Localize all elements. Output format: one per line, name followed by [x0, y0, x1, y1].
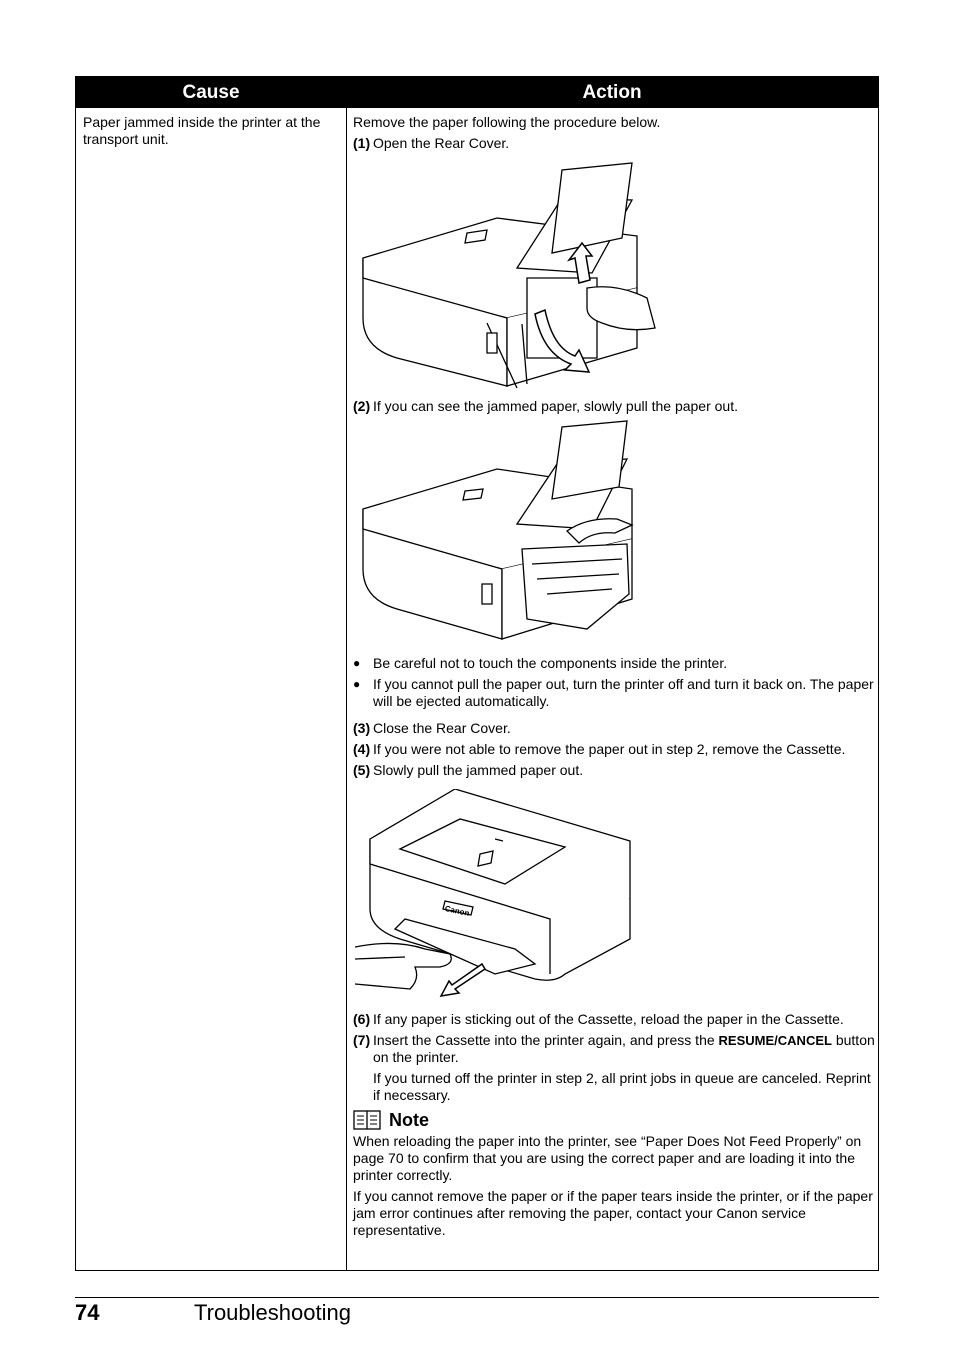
step-number: (1) — [353, 135, 371, 151]
step-2 — [353, 398, 875, 415]
bullet-item — [353, 676, 875, 710]
bullet-text: Be careful not to touch the components inside the printer. — [373, 655, 728, 671]
step-7-extra: If you turned off the printer in step 2, all print jobs in queue are canceled. Reprint if necessary. — [373, 1070, 871, 1103]
canon-logo: Canon — [443, 903, 471, 918]
step-5 — [353, 762, 875, 779]
column-divider — [346, 108, 347, 1270]
step-3 — [353, 720, 875, 737]
step-4 — [353, 741, 875, 758]
step-6 — [353, 1011, 875, 1028]
step-text — [373, 1032, 875, 1066]
note-paragraph-1: When reloading the paper into the printer, see “Paper Does Not Feed Properly” on page 70 to confirm that you are using the correct paper and are loading it into the printer correctly. — [353, 1133, 862, 1183]
step-text: Close the Rear Cover. — [373, 720, 511, 736]
action-cell — [353, 114, 875, 1243]
step-number: (7) — [353, 1032, 371, 1048]
step-number: (3) — [353, 720, 371, 736]
note-book-icon — [353, 1110, 381, 1130]
resume-cancel-keyword: RESUME/CANCEL — [718, 1033, 832, 1048]
step-text: Slowly pull the jammed paper out. — [373, 762, 584, 778]
step-7 — [353, 1032, 875, 1066]
step-number: (5) — [353, 762, 371, 778]
note-header — [353, 1110, 875, 1130]
step-text: If you were not able to remove the paper out in step 2, remove the Cassette. — [373, 741, 846, 757]
step-1 — [353, 135, 875, 152]
open-rear-cover-illustration — [357, 158, 657, 396]
step-number: (2) — [353, 398, 371, 414]
step-7-text-pre: Insert the Cassette into the printer again, and press the — [373, 1032, 715, 1048]
page-number: 74 — [75, 1300, 100, 1325]
step-text: If you can see the jammed paper, slowly pull the paper out. — [373, 398, 738, 414]
action-intro: Remove the paper following the procedure below. — [353, 114, 661, 130]
bullet-item — [353, 655, 875, 672]
step-number: (6) — [353, 1011, 371, 1027]
step-text: If any paper is sticking out of the Cassette, reload the paper in the Cassette. — [373, 1011, 844, 1027]
note-title: Note — [389, 1109, 429, 1130]
cause-text: Paper jammed inside the printer at the transport unit. — [83, 114, 321, 147]
bullet-icon: ● — [353, 656, 361, 670]
step-7-text-post: button on the printer. — [373, 1032, 875, 1065]
note-paragraph-2: If you cannot remove the paper or if the paper tears inside the printer, or if the paper jam error continues after removing the paper, contact your Canon service representative. — [353, 1188, 873, 1238]
header-cause: Cause — [182, 82, 240, 103]
header-action: Action — [582, 82, 642, 103]
footer-section-title: Troubleshooting — [194, 1300, 351, 1325]
table-header — [76, 77, 878, 108]
troubleshooting-table — [75, 76, 879, 1271]
pull-paper-front-illustration — [355, 789, 645, 1003]
pull-paper-rear-illustration — [357, 419, 647, 649]
bullet-icon: ● — [353, 677, 361, 691]
bullet-text: If you cannot pull the paper out, turn the printer off and turn it back on. The paper will be ejected automatically. — [373, 676, 874, 709]
step-text: Open the Rear Cover. — [373, 135, 510, 151]
footer-rule — [75, 1297, 879, 1298]
step-number: (4) — [353, 741, 371, 757]
